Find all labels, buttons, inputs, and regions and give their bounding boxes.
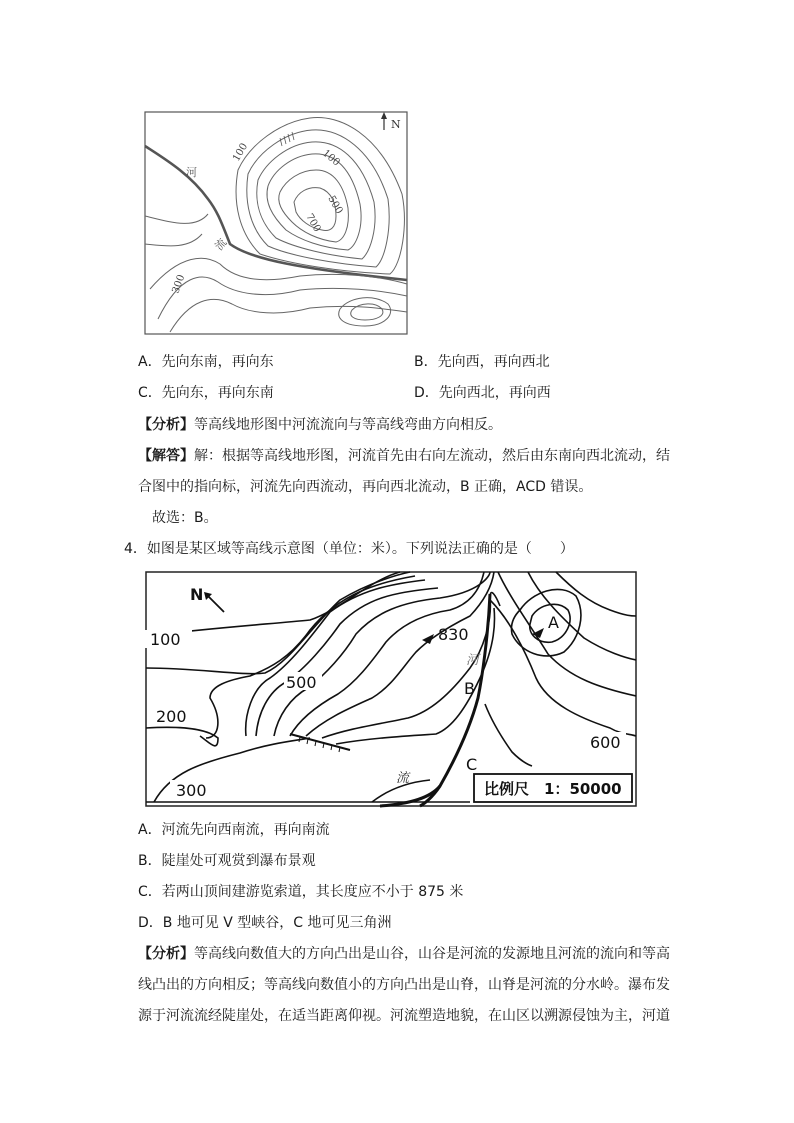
q4-label-100: 100 bbox=[150, 630, 181, 649]
q3-analysis bbox=[138, 415, 502, 435]
q3-analysis-tag: 【分析】 bbox=[138, 417, 194, 433]
q4-analysis-line1: 等高线向数值大的方向凸出是山谷，山谷是河流的发源地且河流的流向和等高 bbox=[194, 946, 670, 962]
q4-contour-map bbox=[140, 568, 640, 810]
q3-option-a: A．先向东南，再向东 bbox=[138, 354, 274, 370]
q3-river-char-1: 河 bbox=[186, 166, 197, 179]
q4-label-300: 300 bbox=[176, 781, 207, 800]
q4-river-char-1: 河 bbox=[466, 653, 480, 668]
q4-point-b: B bbox=[464, 679, 475, 698]
q3-answer bbox=[138, 446, 670, 466]
q4-label-500: 500 bbox=[286, 673, 317, 692]
q4-label-830: 830 bbox=[438, 625, 469, 644]
q3-answer-tag: 【解答】 bbox=[138, 448, 194, 464]
q4-river-char-2: 流 bbox=[396, 771, 410, 786]
q4-label-200: 200 bbox=[156, 707, 187, 726]
q3-answer-line2: 合图中的指向标，河流先向西流动，再向西北流动，B 正确，ACD 错误。 bbox=[138, 479, 593, 495]
q4-scale-text: 比例尺 1：50000 bbox=[484, 780, 622, 798]
q4-option-b: B．陡崖处可观赏到瀑布景观 bbox=[138, 853, 316, 869]
q4-option-d: D．B 地可见 V 型峡谷，C 地可见三角洲 bbox=[138, 915, 392, 931]
q3-label-700: 700 bbox=[303, 212, 323, 235]
q3-option-b: B．先向西，再向西北 bbox=[414, 354, 550, 370]
q4-option-c: C．若两山顶间建游览索道，其长度应不小于 875 米 bbox=[138, 884, 464, 900]
q4-analysis-tag: 【分析】 bbox=[138, 946, 194, 962]
q4-analysis-line2: 线凸出的方向相反；等高线向数值小的方向凸出是山脊，山脊是河流的分水岭。瀑布发 bbox=[138, 977, 670, 993]
q3-option-c: C．先向东，再向东南 bbox=[138, 385, 274, 401]
q4-option-a: A．河流先向西南流，再向南流 bbox=[138, 822, 330, 838]
q3-river-char-2: 流 bbox=[212, 236, 230, 253]
q3-contour-map bbox=[140, 104, 412, 336]
q3-analysis-text: 等高线地形图中河流流向与等高线弯曲方向相反。 bbox=[194, 417, 502, 433]
q4-label-600: 600 bbox=[590, 733, 621, 752]
q4-point-a: A bbox=[548, 613, 559, 632]
q3-option-d: D．先向西北，再向西 bbox=[414, 385, 551, 401]
q3-choice: 故选：B。 bbox=[152, 510, 218, 526]
q3-label-100a: 100 bbox=[231, 141, 251, 164]
q3-label-100b: 100 bbox=[320, 147, 342, 169]
q4-point-c: C bbox=[466, 755, 478, 774]
q4-analysis-line3: 源于河流流经陡崖处，在适当距离仰视。河流塑造地貌，在山区以溯源侵蚀为主，河道 bbox=[138, 1008, 670, 1024]
q4-stem: 4．如图是某区域等高线示意图（单位：米）。下列说法正确的是（ ） bbox=[124, 541, 574, 557]
q4-north-label: N bbox=[190, 585, 204, 604]
q3-answer-line1: 解：根据等高线地形图，河流首先由右向左流动，然后由东南向西北流动，结 bbox=[194, 448, 670, 464]
q3-north-label: N bbox=[391, 118, 401, 131]
q3-label-500: 500 bbox=[325, 194, 345, 217]
q4-analysis bbox=[138, 944, 670, 964]
q3-label-300: 300 bbox=[170, 273, 188, 296]
